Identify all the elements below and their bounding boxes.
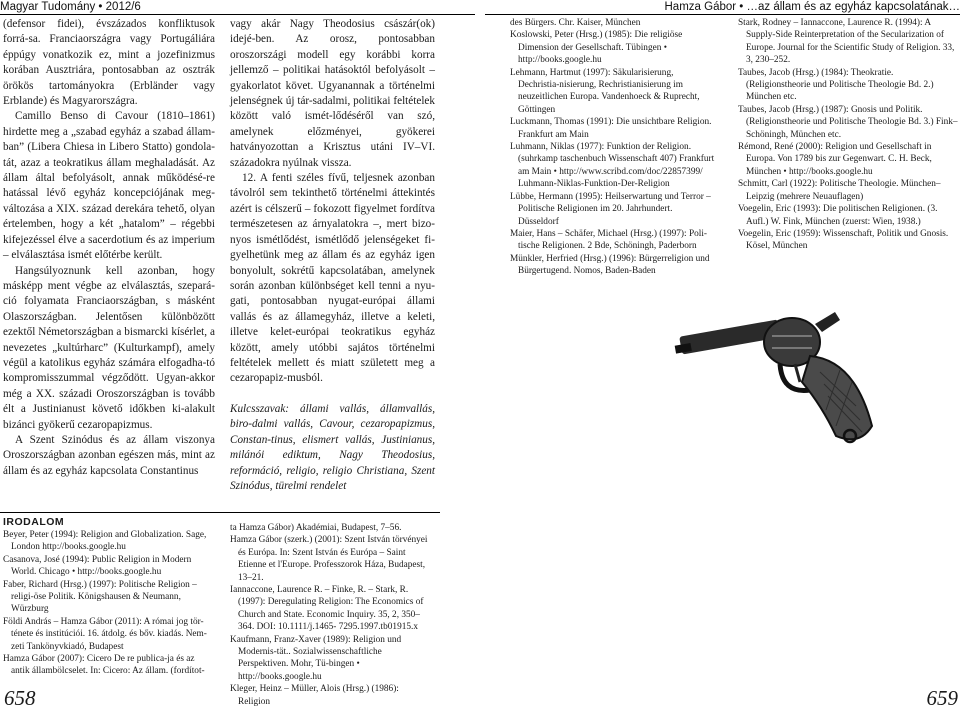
reference-item: Taubes, Jacob (Hrsg.) (1987): Gnosis und Politik. (Religionstheorie und Politische Theologie Bd. 3.) Fink–Schöningh, München etc. (738, 104, 958, 140)
keywords-text: Kulcsszavak: állami vallás, államvallás, biro-dalmi vallás, Cavour, cezaropapizmus, Constan-tinus, elismert vallás, Justinianus, milánói ediktum, Nagy Theodosius, reformáció, religio, religio Christiana, Szent Szinódus, türelmi rendelet (230, 403, 435, 493)
references-bottom-1 (3, 529, 213, 678)
reference-item: Voegelin, Eric (1993): Die politischen Religionen. (3. Aufl.) W. Fink, München (zuerst: Wien, 1938.) (738, 204, 938, 227)
paragraph: 12. A fenti széles fívű, teljesnek azonban távolról sem tekinthető történelmi áttekintés azért is célszerű – fokozott figyelmet fordítva természetesen az árnyalatokra –, mert bizo-nyos ismétlődést, ismétlődő jelenségeket fi-gyelhetünk meg az állam és az egyház igen bonyolult, sokrétű kapcsolatában, amelynek során azonban különbséget kell tenni a nyu-gati, pontosabban nyugat-európai állami vallás és az államegyház, illetve a keleti, illetve kelet-európai teokratikus egyház között, amely utóbbi sajátos történelmi feltételek mellett és miatt született meg a cezaropapiz-musból. (230, 172, 435, 385)
header-rule-right (485, 14, 960, 15)
reference-item: Koslowski, Peter (Hrsg.) (1985): Die religiöse Dimension der Gesellschaft. Tübingen • http://books.google.hu (510, 30, 683, 66)
reference-item: Lübbe, Hermann (1995): Heilserwartung und Terror – Politische Religionen im 20. Jahrhundert. Düsseldorf (510, 191, 711, 227)
reference-item: Münkler, Herfried (Hrsg.) (1996): Bürgerreligion und Bürgertugend. Nomos, Baden-Baden (510, 253, 710, 277)
reference-item: ta Hamza Gábor) Akadémiai, Budapest, 7–56. (230, 523, 402, 533)
keywords (230, 402, 435, 494)
body-column-2 (230, 17, 435, 387)
header-rule-left (0, 14, 475, 15)
references-divider (0, 512, 440, 513)
references-bottom-2 (230, 522, 430, 708)
reference-item: Luckmann, Thomas (1991): Die unsichtbare Religion. Frankfurt am Main (510, 117, 712, 140)
reference-item: Iannaccone, Laurence R. – Finke, R. – Stark, R. (1997): Deregulating Religion: The Economics of Church and State. Economic Inquiry. 35, 2, 350–364. DOI: 10.1111/j.1465- 7295.1997.tb01915.x (230, 585, 424, 633)
running-head-left: Magyar Tudomány • 2012/6 (0, 1, 141, 13)
paragraph: vagy akár Nagy Theodosius császár(ok) idejé-ben. Az orosz, pontosabban oroszországi modell egy korábbi korra jellemző – politikai hatásoktól befolyásolt – gyakorlatot követ. Ugyanannak a történelmi jelenségnek új tár-sadalmi, politikai feltételek között való ismét-lődéséről van szó, amelynek előzményei, gyökerei hatványozottan a Krisztus utáni IV–VI. századokra nyúlnak vissza. (230, 18, 435, 169)
page-number-right: 659 (926, 686, 958, 710)
references-heading: IRODALOM (3, 516, 65, 528)
reference-item: Hamza Gábor (2007): Cicero De re publica-ja és az antik állambölcselet. In: Cicero: Az állam. (fordítot- (3, 654, 205, 677)
reference-item: des Bürgers. Chr. Kaiser, München (510, 18, 641, 28)
reference-item: Stark, Rodney – Iannaccone, Laurence R. (1994): A Supply-Side Reinterpretation of the Secularization of Europe. Journal for the Scientific Study of Religion. 33, 3, 230–252. (738, 18, 955, 66)
revolver-illustration-icon (660, 286, 890, 456)
running-head-right: Hamza Gábor • …az állam és az egyház kapcsolatának… (664, 1, 960, 13)
paragraph: Camillo Benso di Cavour (1810–1861) hirdette meg a „szabad egyház a szabad állam-ban” (Libera Chiesa in Libero Statto) gondola-tát, azaz a teokratikus állam meghaladását. Az állam által befolyásolt, annak működésé-re hatással lévő egyház koncepciójának meg-változása a XIX. század derekára tehető, olyan értelemben, hogy a két „hatalom” – régebbi kifejezéssel élve a sacerdotium és az imperium – elválasztása ismét előtérbe került. (3, 110, 215, 262)
reference-item: Luhmann, Niklas (1977): Funktion der Religion. (suhrkamp taschenbuch Wissenschaft 407) Frankfurt am Main • http://www.scribd.com/doc/22857399/ Luhmann-Niklas-Funktion-Der-Religion (510, 142, 715, 190)
reference-item: Lehmann, Hartmut (1997): Säkularisierung, Dechristia-nisierung, Rechristianisierung im neuzeitlichen Europa. Vandenhoeck & Ruprecht, Göttingen (510, 67, 700, 115)
reference-item: Schmitt, Carl (1922): Politische Theologie. München–Leipzig (mehrere Neuauflagen) (738, 179, 941, 202)
page-number-left: 658 (4, 686, 36, 710)
reference-item: Taubes, Jacob (Hrsg.) (1984): Theokratie. (Religionstheorie und Politische Theologie Bd. 2.) München etc. (738, 67, 934, 103)
reference-item: Maier, Hans – Schäfer, Michael (Hrsg.) (1997): Poli-tische Religionen. 2 Bde, Schöningh, Paderborn (510, 228, 708, 252)
body-column-1 (3, 17, 215, 479)
reference-item: Faber, Richard (Hrsg.) (1997): Politische Religion – religi-öse Politik. Königshausen & Neumann, Würzburg (3, 579, 197, 615)
paragraph: Hangsúlyoznunk kell azonban, hogy másképp ment végbe az elválasztás, szepará-ció folyamata Franciaországban, s másként Olaszországban. Jelentősen különbözött ezektől Németországban a bismarcki kísérlet, a nevezetes „kultúrharc” (Kulturkampf), amely végül a katolikus egyház számára elfogadha-tó kompromisszummal végződött. Ugyan-akkor még a XX. századi Oroszországban is tovább élt a Justinianust követő időkben ki-alakult bizánci gyökerű cezaropapizmus. (3, 264, 215, 431)
reference-item: Hamza Gábor (szerk.) (2001): Szent István törvényei és Európa. In: Szent István és Európa – Saint Etienne et l'Europe. Professzorok Háza, Budapest, 13–21. (230, 535, 428, 583)
reference-item: Beyer, Peter (1994): Religion and Globalization. Sage, London http://books.google.hu (3, 530, 207, 553)
reference-item: Voegelin, Eric (1959): Wissenschaft, Politik und Gnosis. Kösel, München (738, 228, 949, 252)
reference-item: Rémond, René (2000): Religion und Gesellschaft in Europa. Von 1789 bis zur Gegenwart. C. H. Beck, München • http://books.google.hu (738, 142, 932, 177)
reference-item: Földi András – Hamza Gábor (2011): A római jog tör-ténete és institúciói. 16. átdolg. és bőv. kiadás. Nem-zeti Tankönyvkiadó, Budapest (3, 616, 207, 652)
references-column-3 (510, 17, 715, 278)
reference-item: Casanova, José (1994): Public Religion in Modern World. Chicago • http://books.google.hu (3, 554, 192, 578)
reference-item: Kaufmann, Franz-Xaver (1989): Religion und Modernis-tät.. Sozialwissenschaftliche Perspektiven. Mohr, Tü-bingen • http://books.google.hu (230, 634, 402, 682)
paragraph: A Szent Szinódus és az állam viszonya Oroszországban azonban egészen más, mint az állam és az egyház kapcsolata Constantinus (3, 433, 215, 477)
paragraph: (defensor fidei), évszázados konfliktusok forrá-sa. Franciaországra vagy Portugáliára éppúgy vonatkozik ez, mint a jozefinizmus korában Ausztriára, pontosabban az osztrák örökös tartományokra (Erbländer vagy Erblande) és Magyarországra. (3, 18, 215, 108)
reference-item: Kleger, Heinz – Müller, Alois (Hrsg.) (1986): Religion (230, 684, 399, 707)
references-column-4 (738, 17, 958, 253)
